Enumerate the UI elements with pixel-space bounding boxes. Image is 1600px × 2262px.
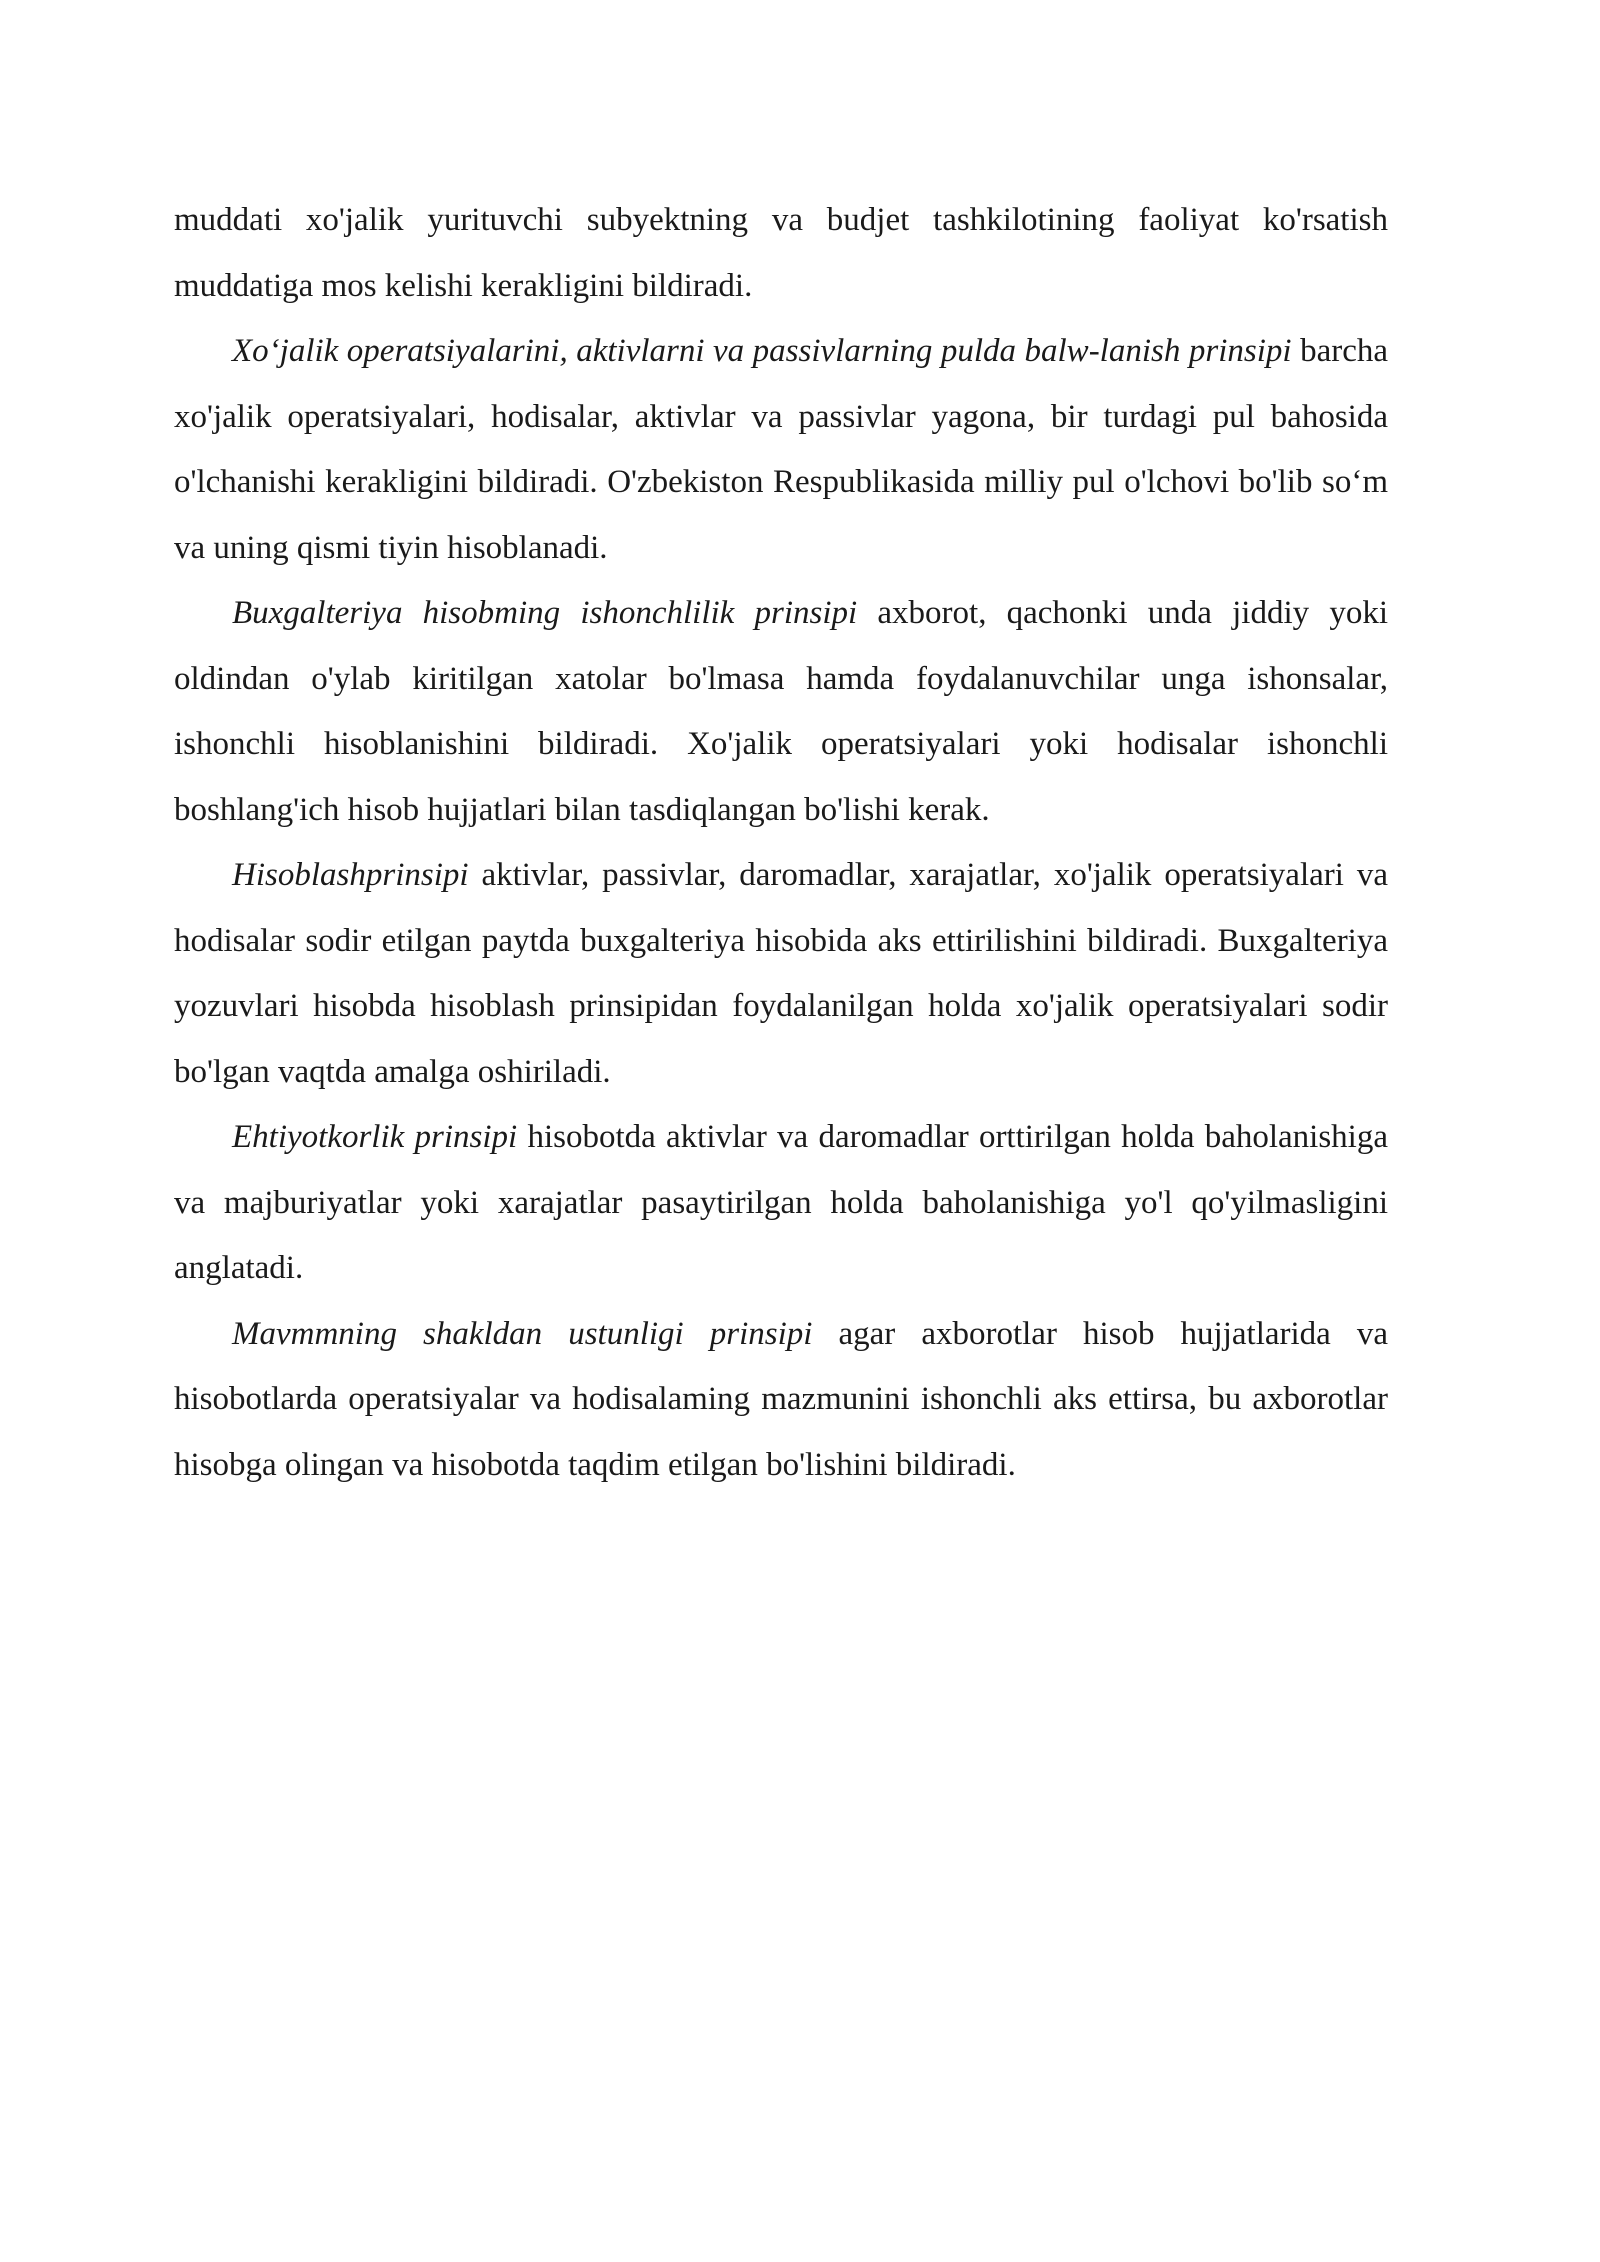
paragraph-text: barcha xo'jalik operatsiyalari, hodisalar, aktivlar va passivlar yagona, bir turdagi pul bahosida o'lchanishi kerakligini bildiradi. O'zbekiston Respublikasida milliy pul o'lchovi bo'lib so‘m va uning qismi tiyin hisoblanadi. xyxy=(174,333,1388,566)
principle-term: Hisoblashprinsipi xyxy=(232,857,469,893)
paragraph-prudence-principle xyxy=(174,1105,1388,1302)
paragraph-monetary-principle xyxy=(174,319,1388,581)
paragraph-continuation xyxy=(174,188,1388,319)
paragraph-text: axborot, qachonki unda jiddiy yoki oldindan o'ylab kiritilgan xatolar bo'lmasa hamda foydalanuvchilar unga ishonsalar, ishonchli hisoblanishini bildiradi. Xo'jalik operatsiyalari yoki hodisalar ishonchli boshlang'ich hisob hujjatlari bilan tasdiqlangan bo'lishi kerak. xyxy=(174,595,1388,828)
paragraph-text: hisobotda aktivlar va daromadlar orttirilgan holda baholanishiga va majburiyatlar yoki xarajatlar pasaytirilgan holda baholanishiga yo'l qo'yilmasligini anglatadi. xyxy=(174,1119,1388,1286)
paragraph-substance-principle xyxy=(174,1302,1388,1499)
paragraph-text: aktivlar, passivlar, daromadlar, xarajatlar, xo'jalik operatsiyalari va hodisalar sodir etilgan paytda buxgalteriya hisobida aks ettirilishini bildiradi. Buxgalteriya yozuvlari hisobda hisoblash prinsipidan foydalanilgan holda xo'jalik operatsiyalari sodir bo'lgan vaqtda amalga oshiriladi. xyxy=(174,857,1388,1090)
paragraph-text: agar axborotlar hisob hujjatlarida va hisobotlarda operatsiyalar va hodisalaming mazmunini ishonchli aks ettirsa, bu axborotlar hisobga olingan va hisobotda taqdim etilgan bo'lishini bildiradi. xyxy=(174,1315,1388,1483)
principle-term: Xo‘jalik operatsiyalarini, aktivlarni va passivlarning pulda balw-lanish prinsipi xyxy=(232,333,1292,369)
paragraph-reliability-principle xyxy=(174,581,1388,843)
body-text xyxy=(174,188,1388,1498)
principle-term: Mavmmning shakldan ustunligi prinsipi xyxy=(232,1315,813,1352)
principle-term: Ehtiyotkorlik prinsipi xyxy=(232,1119,518,1155)
paragraph-accrual-principle xyxy=(174,843,1388,1105)
principle-term: Buxgalteriya hisobming ishonchlilik prinsipi xyxy=(232,595,858,631)
paragraph-text: muddati xo'jalik yurituvchi subyektning va budjet tashkilotining faoliyat ko'rsatish muddatiga mos kelishi kerakligini bildiradi. xyxy=(174,202,1388,304)
